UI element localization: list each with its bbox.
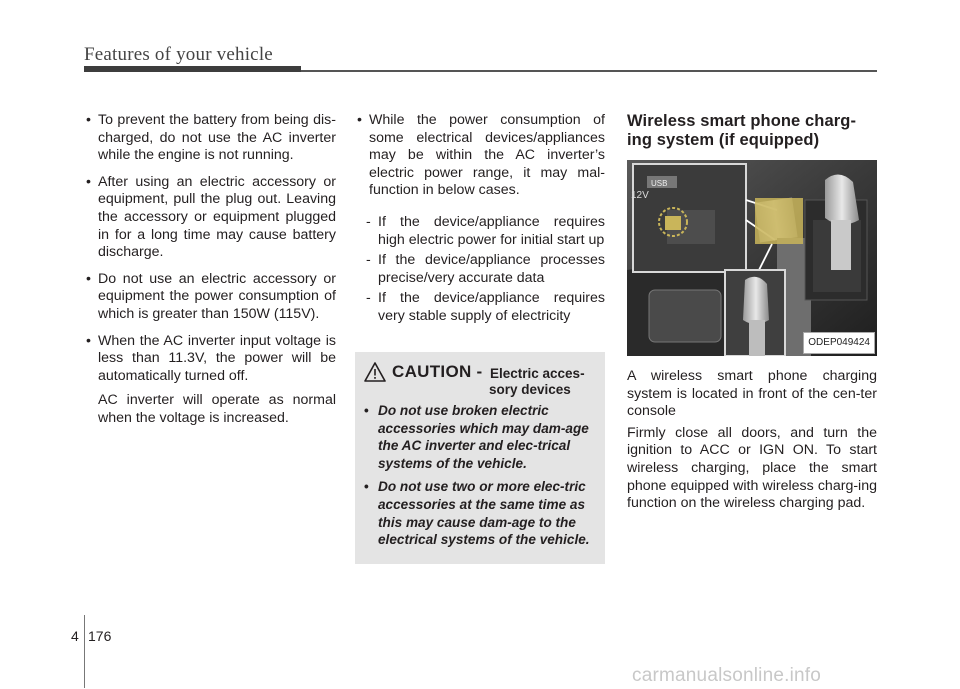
inverter-note: AC inverter will operate as normal when the voltage is increased.	[98, 392, 336, 426]
wireless-charger-photo	[627, 160, 877, 356]
list-item: • After using an electric accessory or equipment, pull the plug out. Leaving the accessory or equipment plugged in for a long time may cause battery discharge.	[84, 174, 336, 262]
malfunction-intro: • While the power consumption of some electrical devices/appliances may be within the AC inverter’s electric power range, it may mal-function in below cases.	[355, 112, 605, 200]
list-item: - If the device/appliance requires very stable supply of electricity	[355, 290, 605, 325]
list-item: • Do not use an electric accessory or equipment the power consumption of which is greater than 150W (115V).	[84, 271, 336, 324]
column-left	[84, 112, 336, 428]
charger-location-text: A wireless smart phone charging system is located in front of the cen-ter console	[627, 368, 877, 420]
caution-box	[355, 352, 605, 564]
caution-items-list	[355, 402, 605, 549]
page-header-title: Features of your vehicle	[84, 44, 273, 65]
header-rule-thick	[84, 66, 301, 72]
caution-item: • Do not use two or more elec-tric accessories at the same time as this may cause dam-age to the electrical systems of the vehicle.	[364, 478, 597, 548]
charger-usage-text: Firmly close all doors, and turn the ignition to ACC or IGN ON. To start wireless charging, place the smart phone equipped with wireless charg-ing function on the wireless charging pad.	[627, 424, 877, 512]
caution-label: CAUTION -	[392, 362, 483, 381]
section-title: Wireless smart phone charg-ing system (if equipped)	[627, 112, 857, 149]
column-right	[627, 112, 877, 517]
warning-triangle-icon	[364, 362, 386, 382]
caution-item: • Do not use broken electric accessories which may dam-age the AC inverter and elec-trical systems of the vehicle.	[364, 402, 597, 472]
console-illustration	[627, 160, 877, 356]
page-number: 176	[88, 628, 112, 644]
watermark-text: carmanualsonline.info	[632, 665, 822, 686]
chapter-number: 4	[71, 628, 79, 644]
v12-label: 12V	[631, 190, 649, 201]
caution-header	[355, 352, 605, 400]
list-item: • When the AC inverter input voltage is less than 11.3V, the power will be automatically turned off.	[84, 333, 336, 386]
photo-caption: ODEP049424	[803, 332, 875, 354]
battery-tips-list	[84, 112, 336, 385]
caution-subtitle-line1: Electric acces-	[490, 366, 585, 381]
list-item: - If the device/appliance processes precise/very accurate data	[355, 252, 605, 287]
column-middle	[355, 112, 605, 329]
header-rule-thin	[301, 70, 877, 72]
usb-label: USB	[651, 179, 668, 188]
list-item: - If the device/appliance requires high electric power for initial start up	[355, 214, 605, 249]
malfunction-cases-list	[355, 214, 605, 326]
list-item: • To prevent the battery from being dis-charged, do not use the AC inverter while the engine is not running.	[84, 112, 336, 165]
caution-subtitle-line2: sory devices	[489, 382, 571, 397]
footer-divider	[84, 615, 85, 688]
